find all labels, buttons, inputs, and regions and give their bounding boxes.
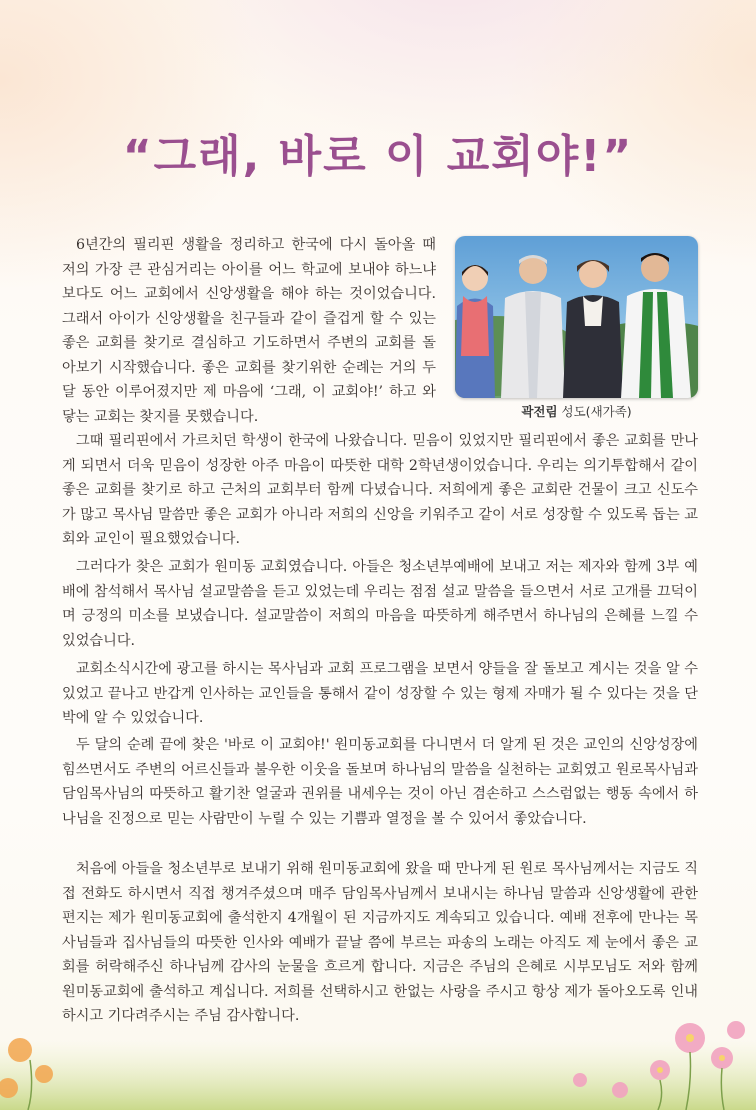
paragraph-4: 교회소식시간에 광고를 하시는 목사님과 교회 프로그램을 보면서 양들을 잘 돌보고 계시는 것을 알 수 있었고 끝나고 반갑게 인사하는 교인들을 통해서 같이 성장할 수 있는 형제 자매가 될 수 있다는 것을 단박에 알 수 있었습니다. <box>62 661 698 726</box>
flower-decoration <box>0 1000 756 1110</box>
paragraph-5: 두 달의 순례 끝에 찾은 '바로 이 교회야!' 원미동교회를 다니면서 더 알게 된 것은 교인의 신앙성장에 힘쓰면서도 주변의 어르신들과 불우한 이웃을 돌보며 하나님의 말씀을 실천하는 교회였고 원로목사님과 담임목사님의 따뜻하고 활기찬 얼굴과 권위를 내세우는 것이 아닌 겸손하고 스스럼없는 행동 속에서 하나님을 진정으로 믿는 사람만이 누릴 수 있는 기쁨과 열정을 볼 수 있어서 좋았습니다. <box>62 737 698 827</box>
paragraph-2: 그때 필리핀에서 가르치던 학생이 한국에 나왔습니다. 믿음이 있었지만 필리핀에서 좋은 교회를 만나게 되면서 더욱 믿음이 성장한 아주 마음이 따뜻한 대학 2학년생이었습니다. 우리는 의기투합해서 같이 좋은 교회를 찾기로 하고 근처의 교회부터 함께 다녔습니다. 저희에게 좋은 교회란 건물이 크고 신도수가 많고 목사님 말씀만 좋은 교회가 아니라 저희의 신앙을 키워주고 같이 서로 성장할 수 있도록 돕는 교회와 교인이 필요했었습니다. <box>62 433 698 547</box>
member-photo <box>455 236 698 398</box>
paragraph-3: 그러다가 찾은 교회가 원미동 교회였습니다. 아들은 청소년부예배에 보내고 저는 제자와 함께 3부 예배에 참석해서 목사님 설교말씀을 듣고 있었는데 우리는 점점 설교 말씀을 들으면서 서로 고개를 끄덕이며 긍정의 미소를 보냈습니다. 설교말씀이 저희의 마음을 따뜻하게 해주면서 하나님의 은혜를 느낄 수 있었습니다. <box>62 559 698 649</box>
paragraph-1: 6년간의 필리핀 생활을 정리하고 한국에 다시 돌아올 때 저의 가장 큰 관심거리는 아이를 어느 학교에 보내야 하느냐보다도 어느 교회에서 신앙생활을 해야 하는 것이었습니다. 그래서 아이가 신앙생활을 친구들과 같이 즐겁게 할 수 있는 좋은 교회를 찾기로 결심하고 기도하면서 주변의 교회를 돌아보기 시작했습니다. 좋은 교회를 찾기위한 순례는 거의 두달 동안 이루어졌지만 제 마음에 ‘그래, 이 교회야!’ 하고 와닿는 교회는 찾지를 못했습니다. <box>62 237 436 425</box>
caption-role: 성도(새가족) <box>557 404 632 419</box>
caption-name: 곽전림 <box>521 404 558 419</box>
page-title: “그래, 바로 이 교회야!” <box>122 131 634 182</box>
paragraph-6: 처음에 아들을 청소년부로 보내기 위해 원미동교회에 왔을 때 만나게 된 원로 목사님께서는 지금도 직접 전화도 하시면서 직접 챙겨주셨으며 매주 담임목사님께서 보내시는 하나님 말씀과 신앙생활에 관한 편지는 제가 원미동교회에 출석한지 4개월이 된 지금까지도 계속되고 있습니다. 예배 전후에 만나는 목사님들과 집사님들의 따뜻한 인사와 예배가 끝날 쯤에 부르는 파송의 노래는 아직도 제 눈에서 좋은 교회를 허락해주신 하나님께 감사의 눈물을 흐르게 합니다. 지금은 주님의 은혜로 시부모님도 저와 함께 원미동교회에 출석하고 계십니다. 저희를 선택하시고 한없는 사랑을 주시고 항상 제가 돌아오도록 인내하시고 기다려주시는 주님 감사합니다. <box>62 861 698 1024</box>
photo-caption <box>455 402 698 420</box>
